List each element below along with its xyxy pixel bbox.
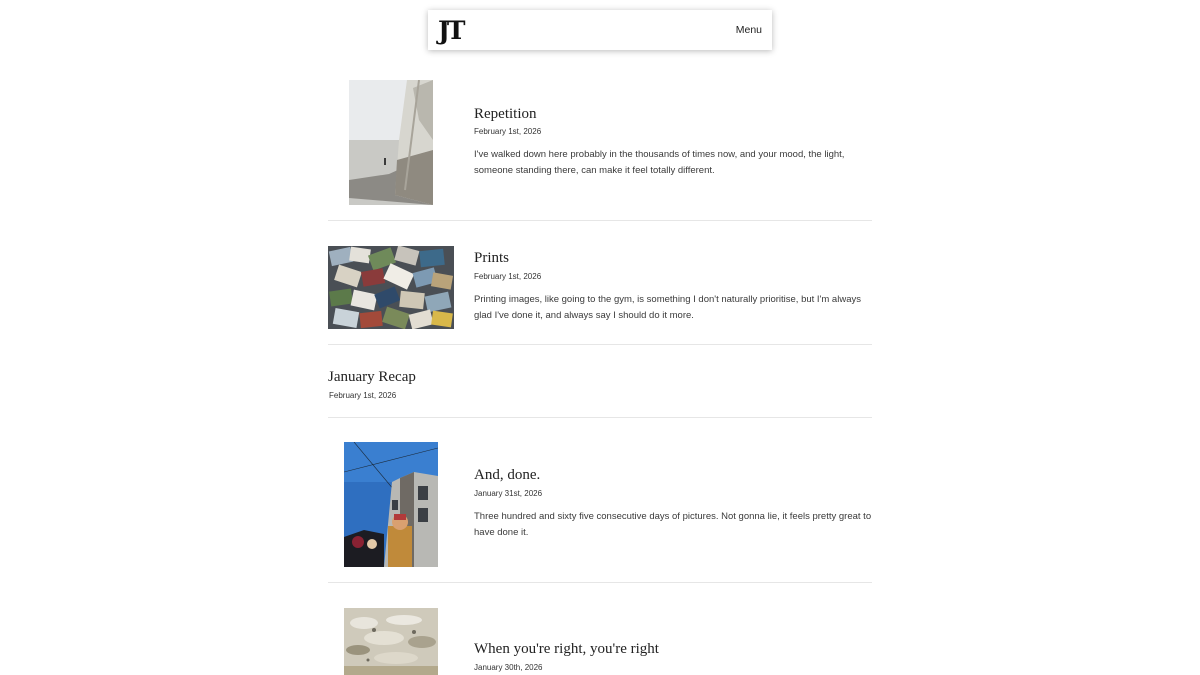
post-excerpt: Three hundred and sixty five consecutive days of pictures. Not gonna lie, it feels pretty great to have done it. <box>474 511 872 538</box>
post-thumbnail-cliff-walkway[interactable] <box>349 80 433 205</box>
post-excerpt: I've walked down here probably in the thousands of times now, and your mood, the light, someone standing there, can make it feel totally different. <box>474 149 845 176</box>
post-thumbnail-printed-photos[interactable] <box>328 246 454 329</box>
post-thumbnail-street-crowd[interactable] <box>344 442 438 567</box>
site-logo[interactable]: JT <box>438 15 463 45</box>
post-date: February 1st, 2026 <box>474 127 542 136</box>
post-date: February 1st, 2026 <box>329 391 397 400</box>
post-item <box>328 70 872 221</box>
post-thumbnail-chalk-cliff[interactable] <box>344 608 438 675</box>
post-excerpt: Printing images, like going to the gym, is something I don't naturally prioritise, but I'm always glad I've done it, and always say I should do it more. <box>474 294 861 321</box>
post-item <box>328 345 872 418</box>
post-title[interactable]: When you're right, you're right <box>474 641 659 657</box>
post-title[interactable]: And, done. <box>474 467 541 483</box>
post-date: January 30th, 2026 <box>474 663 543 672</box>
post-item <box>328 583 872 675</box>
post-date: February 1st, 2026 <box>474 272 542 281</box>
post-title[interactable]: Repetition <box>474 106 537 122</box>
site-header <box>428 10 772 50</box>
post-date: January 31st, 2026 <box>474 489 543 498</box>
post-item <box>328 221 872 345</box>
post-item <box>328 418 872 583</box>
menu-button[interactable]: Menu <box>735 24 762 36</box>
post-title[interactable]: January Recap <box>328 369 416 385</box>
post-title[interactable]: Prints <box>474 250 510 266</box>
